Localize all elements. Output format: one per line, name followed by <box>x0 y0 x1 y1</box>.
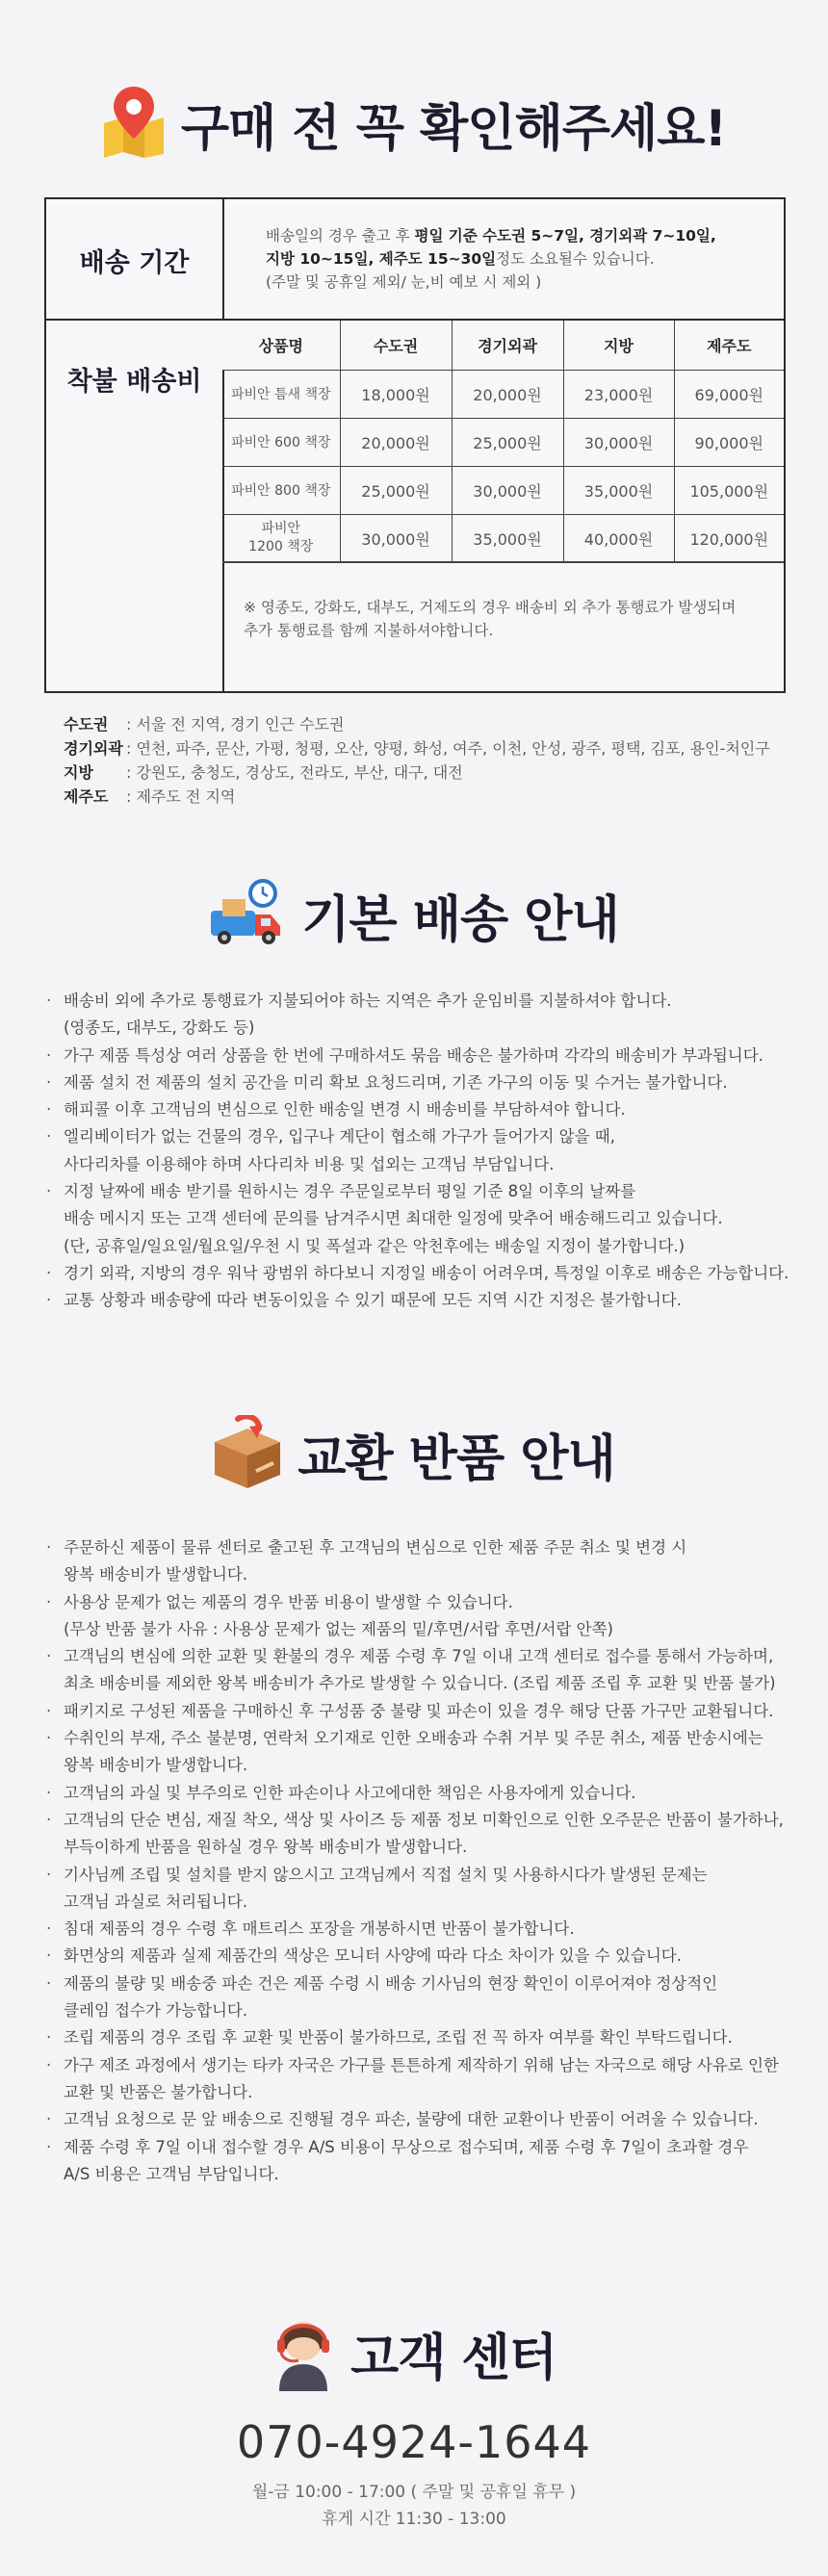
section-purchase-check-header <box>0 85 828 162</box>
region-value: : 서울 전 지역, 경기 인근 수도권 <box>126 715 345 734</box>
list-item <box>46 1589 816 1644</box>
section-cs-title: 고객 센터 <box>349 2329 557 2387</box>
list-item-line: 고객님 과실로 처리됩니다. <box>64 1892 248 1911</box>
delivery-info-list <box>46 988 816 1315</box>
region-list <box>64 712 770 809</box>
cs-break-time: 휴게 시간 11:30 - 13:00 <box>322 2510 506 2529</box>
list-item <box>46 2134 816 2189</box>
section-delivery-title: 기본 배송 안내 <box>301 890 619 949</box>
list-item-line: · 조립 제품의 경우 조립 후 교환 및 반품이 불가하므로, 조립 전 꼭 하자 여부를 확인 부탁드립니다. <box>64 2028 733 2048</box>
cs-hours: 월-금 10:00 - 17:00 ( 주말 및 공휴일 휴무 ) <box>251 2483 577 2502</box>
list-item <box>46 2052 816 2107</box>
list-item-line: (영종도, 대부도, 강화도 등) <box>64 1018 255 1038</box>
list-item-line: A/S 비용은 고객님 부담입니다. <box>64 2164 279 2183</box>
section-exchange-title: 교환 반품 안내 <box>298 1430 615 1488</box>
region-value: : 제주도 전 지역 <box>126 787 236 806</box>
list-item <box>46 1043 816 1069</box>
fee-value: 120,000원 <box>674 514 784 562</box>
list-item-line: · 엘리베이터가 없는 건물의 경우, 입구나 계단이 협소해 가구가 들어가지 않을 때, <box>64 1127 615 1146</box>
list-item <box>46 2024 816 2051</box>
region-value: : 연천, 파주, 문산, 가평, 청평, 오산, 양평, 화성, 여주, 이천, 안성, 광주, 평택, 김포, 용인-처인구 <box>126 739 770 758</box>
list-item-line: · 주문하신 제품이 물류 센터로 출고된 후 고객님의 변심으로 인한 제품 주문 취소 및 변경 시 <box>64 1538 687 1557</box>
section-delivery-header <box>0 876 828 953</box>
section-exchange-header <box>0 1415 828 1492</box>
fee-header-cell: 수도권 <box>340 321 452 370</box>
section-cs-header <box>0 2310 828 2395</box>
list-item-line: · 제품의 불량 및 배송중 파손 건은 제품 수령 시 배송 기사님의 현장 확인이 이루어져야 정상적인 <box>64 1973 718 1993</box>
fee-header-row <box>222 321 784 370</box>
list-item-line: · 고객님 요청으로 문 앞 배송으로 진행될 경우 파손, 불량에 대한 교환이나 반품이 어려울 수 있습니다. <box>64 2110 759 2129</box>
list-item <box>46 988 816 1043</box>
list-item-line: · 기사님께 조립 및 설치를 받지 않으시고 고객님께서 직접 설치 및 사용하시다가 발생된 문제는 <box>64 1865 708 1884</box>
list-item <box>46 1862 816 1917</box>
list-item-line: (무상 반품 불가 사유 : 사용상 문제가 없는 제품의 밑/후면/서랍 후면/서랍 안쪽) <box>64 1619 613 1638</box>
list-item-line: · 제품 설치 전 제품의 설치 공간을 미리 확보 요청드리며, 기존 가구의 이동 및 수거는 불가합니다. <box>64 1072 728 1092</box>
list-item-line: · 고객님의 과실 및 부주의로 인한 파손이나 사고에대한 책임은 사용자에게 있습니다. <box>64 1783 636 1802</box>
fee-product-name: 파비안 800 책장 <box>222 466 340 514</box>
list-item <box>46 1725 816 1780</box>
list-item-line: · 제품 수령 후 7일 이내 접수할 경우 A/S 비용이 무상으로 접수되며, 제품 수령 후 7일이 초과할 경우 <box>64 2137 749 2156</box>
fee-value: 30,000원 <box>452 466 563 514</box>
list-item-line: · 가구 제조 과정에서 생기는 타카 자국은 가구를 튼튼하게 제작하기 위해 남는 자국으로 해당 사유로 인한 <box>64 2055 779 2074</box>
list-item-line: 사다리차를 이용해야 하며 사다리차 비용 및 섭외는 고객님 부담입니다. <box>64 1154 555 1173</box>
list-item <box>46 1971 816 2025</box>
table-divider <box>222 561 784 562</box>
fee-value: 35,000원 <box>563 466 674 514</box>
list-item-line: 교환 및 반품은 불가합니다. <box>64 2082 253 2101</box>
fee-row <box>222 418 784 466</box>
list-item-line: 클레임 접수가 가능합니다. <box>64 2001 248 2021</box>
region-value: : 강원도, 충청도, 경상도, 전라도, 부산, 대구, 대전 <box>126 763 463 782</box>
list-item <box>46 1069 816 1096</box>
fee-value: 20,000원 <box>452 370 563 418</box>
list-item <box>46 1698 816 1725</box>
shipping-period-line: 지방 10~15일, 제주도 15~30일정도 소요될수 있습니다. <box>266 250 655 268</box>
list-item-line: · 침대 제품의 경우 수령 후 매트리스 포장을 개봉하시면 반품이 불가합니다. <box>64 1919 575 1939</box>
customer-service-icon <box>272 2310 335 2395</box>
shipping-period-line: (주말 및 공휴일 제외/ 눈,비 예보 시 제외 ) <box>266 273 542 291</box>
shipping-period-line: 배송일의 경우 출고 후 평일 기준 수도권 5~7일, 경기외곽 7~10일, <box>266 227 716 245</box>
region-item <box>64 785 770 809</box>
region-key: 제주도 <box>64 787 109 806</box>
fee-value: 23,000원 <box>563 370 674 418</box>
section-purchase-check-title: 구매 전 꼭 확인해주세요! <box>180 99 727 158</box>
list-item-line: 부득이하게 반품을 원하실 경우 왕복 배송비가 발생합니다. <box>64 1838 468 1857</box>
fee-value: 20,000원 <box>340 418 452 466</box>
fee-note <box>244 596 763 642</box>
list-item-line: · 교통 상황과 배송량에 따라 변동이있을 수 있기 때문에 모든 지역 시간 지정은 불가합니다. <box>64 1291 682 1310</box>
fee-value: 30,000원 <box>340 514 452 562</box>
exchange-info-list <box>46 1534 816 2188</box>
fee-header-cell: 상품명 <box>222 321 340 370</box>
list-item-line: 최초 배송비를 제외한 왕복 배송비가 추가로 발생할 수 있습니다. (조립 제품 조립 후 교환 및 반품 불가) <box>64 1674 776 1693</box>
shipping-info-table <box>44 197 786 693</box>
region-key: 지방 <box>64 763 93 782</box>
fee-value: 25,000원 <box>340 466 452 514</box>
fee-row <box>222 514 784 562</box>
fee-value: 40,000원 <box>563 514 674 562</box>
shipping-fee-label: 착불 배송비 <box>66 366 202 397</box>
region-key: 수도권 <box>64 715 109 734</box>
list-item <box>46 1643 816 1698</box>
list-item <box>46 1807 816 1862</box>
list-item <box>46 1123 816 1178</box>
list-item <box>46 1916 816 1943</box>
fee-note-line: ※ 영종도, 강화도, 대부도, 거제도의 경우 배송비 외 추가 통행료가 발생되며 <box>244 599 737 616</box>
list-item-line: 왕복 배송비가 발생합니다. <box>64 1756 248 1775</box>
list-item <box>46 2106 816 2133</box>
fee-product-name: 파비안 1200 책장 <box>222 514 340 562</box>
list-item <box>46 1178 816 1260</box>
fee-note-line: 추가 통행료를 함께 지불하셔야합니다. <box>244 622 494 639</box>
region-item <box>64 760 770 785</box>
cs-phone-number: 070-4924-1644 <box>236 2416 592 2468</box>
fee-value: 69,000원 <box>674 370 784 418</box>
fee-value: 90,000원 <box>674 418 784 466</box>
fee-row <box>222 370 784 418</box>
return-box-icon <box>213 1415 282 1492</box>
list-item-line: 왕복 배송비가 발생합니다. <box>64 1565 248 1584</box>
fee-value: 35,000원 <box>452 514 563 562</box>
shipping-period-label: 배송 기간 <box>79 247 190 278</box>
list-item-line: · 수취인의 부재, 주소 불분명, 연락처 오기재로 인한 오배송과 수취 거부 및 주문 취소, 제품 반송시에는 <box>64 1729 763 1748</box>
fee-header-cell: 제주도 <box>674 321 784 370</box>
list-item-line: · 화면상의 제품과 실제 제품간의 색상은 모니터 사양에 따라 다소 차이가 있을 수 있습니다. <box>64 1946 682 1966</box>
region-item <box>64 736 770 760</box>
fee-product-name: 파비안 600 책장 <box>222 418 340 466</box>
list-item-line: · 경기 외곽, 지방의 경우 워낙 광범위 하다보니 지정일 배송이 어려우며, 특정일 이후로 배송은 가능합니다. <box>64 1263 789 1282</box>
list-item <box>46 1096 816 1123</box>
list-item <box>46 1780 816 1807</box>
list-item <box>46 1943 816 1970</box>
list-item <box>46 1260 816 1287</box>
fee-header-cell: 지방 <box>563 321 674 370</box>
list-item-line: · 가구 제품 특성상 여러 상품을 한 번에 구매하셔도 묶음 배송은 불가하며 각각의 배송비가 부과됩니다. <box>64 1045 763 1065</box>
map-pin-icon <box>102 85 166 162</box>
fee-row <box>222 466 784 514</box>
delivery-truck-icon <box>209 876 286 953</box>
fee-value: 25,000원 <box>452 418 563 466</box>
list-item <box>46 1287 816 1314</box>
fee-product-name: 파비안 틈새 책장 <box>222 370 340 418</box>
list-item-line: · 사용상 문제가 없는 제품의 경우 반품 비용이 발생할 수 있습니다. <box>64 1592 513 1611</box>
list-item <box>46 1534 816 1589</box>
list-item-line: · 고객님의 단순 변심, 재질 착오, 색상 및 사이즈 등 제품 정보 미확인으로 인한 오주문은 반품이 불가하나, <box>64 1810 784 1829</box>
fee-value: 105,000원 <box>674 466 784 514</box>
list-item-line: 배송 메시지 또는 고객 센터에 문의를 남겨주시면 최대한 일정에 맞추어 배송해드리고 있습니다. <box>64 1209 723 1228</box>
shipping-period-text <box>266 224 766 294</box>
list-item-line: · 패키지로 구성된 제품을 구매하신 후 구성품 중 불량 및 파손이 있을 경우 해당 단품 가구만 교환됩니다. <box>64 1701 774 1720</box>
list-item-line: · 지정 날짜에 배송 받기를 원하시는 경우 주문일로부터 평일 기준 8일 이후의 날짜를 <box>64 1182 636 1201</box>
region-item <box>64 712 770 736</box>
shipping-fee-table <box>222 321 784 563</box>
fee-header-cell: 경기외곽 <box>452 321 563 370</box>
fee-value: 18,000원 <box>340 370 452 418</box>
list-item-line: · 고객님의 변심에 의한 교환 및 환불의 경우 제품 수령 후 7일 이내 고객 센터로 접수를 통해서 가능하며, <box>64 1647 774 1666</box>
list-item-line: · 배송비 외에 추가로 통행료가 지불되어야 하는 지역은 추가 운임비를 지불하셔야 합니다. <box>64 992 672 1010</box>
region-key: 경기외곽 <box>64 739 123 758</box>
list-item-line: (단, 공휴일/일요일/월요일/우천 시 및 폭설과 같은 악천후에는 배송일 지정이 불가합니다.) <box>64 1236 686 1255</box>
fee-value: 30,000원 <box>563 418 674 466</box>
list-item-line: · 해피콜 이후 고객님의 변심으로 인한 배송일 변경 시 배송비를 부담하셔야 합니다. <box>64 1100 626 1120</box>
